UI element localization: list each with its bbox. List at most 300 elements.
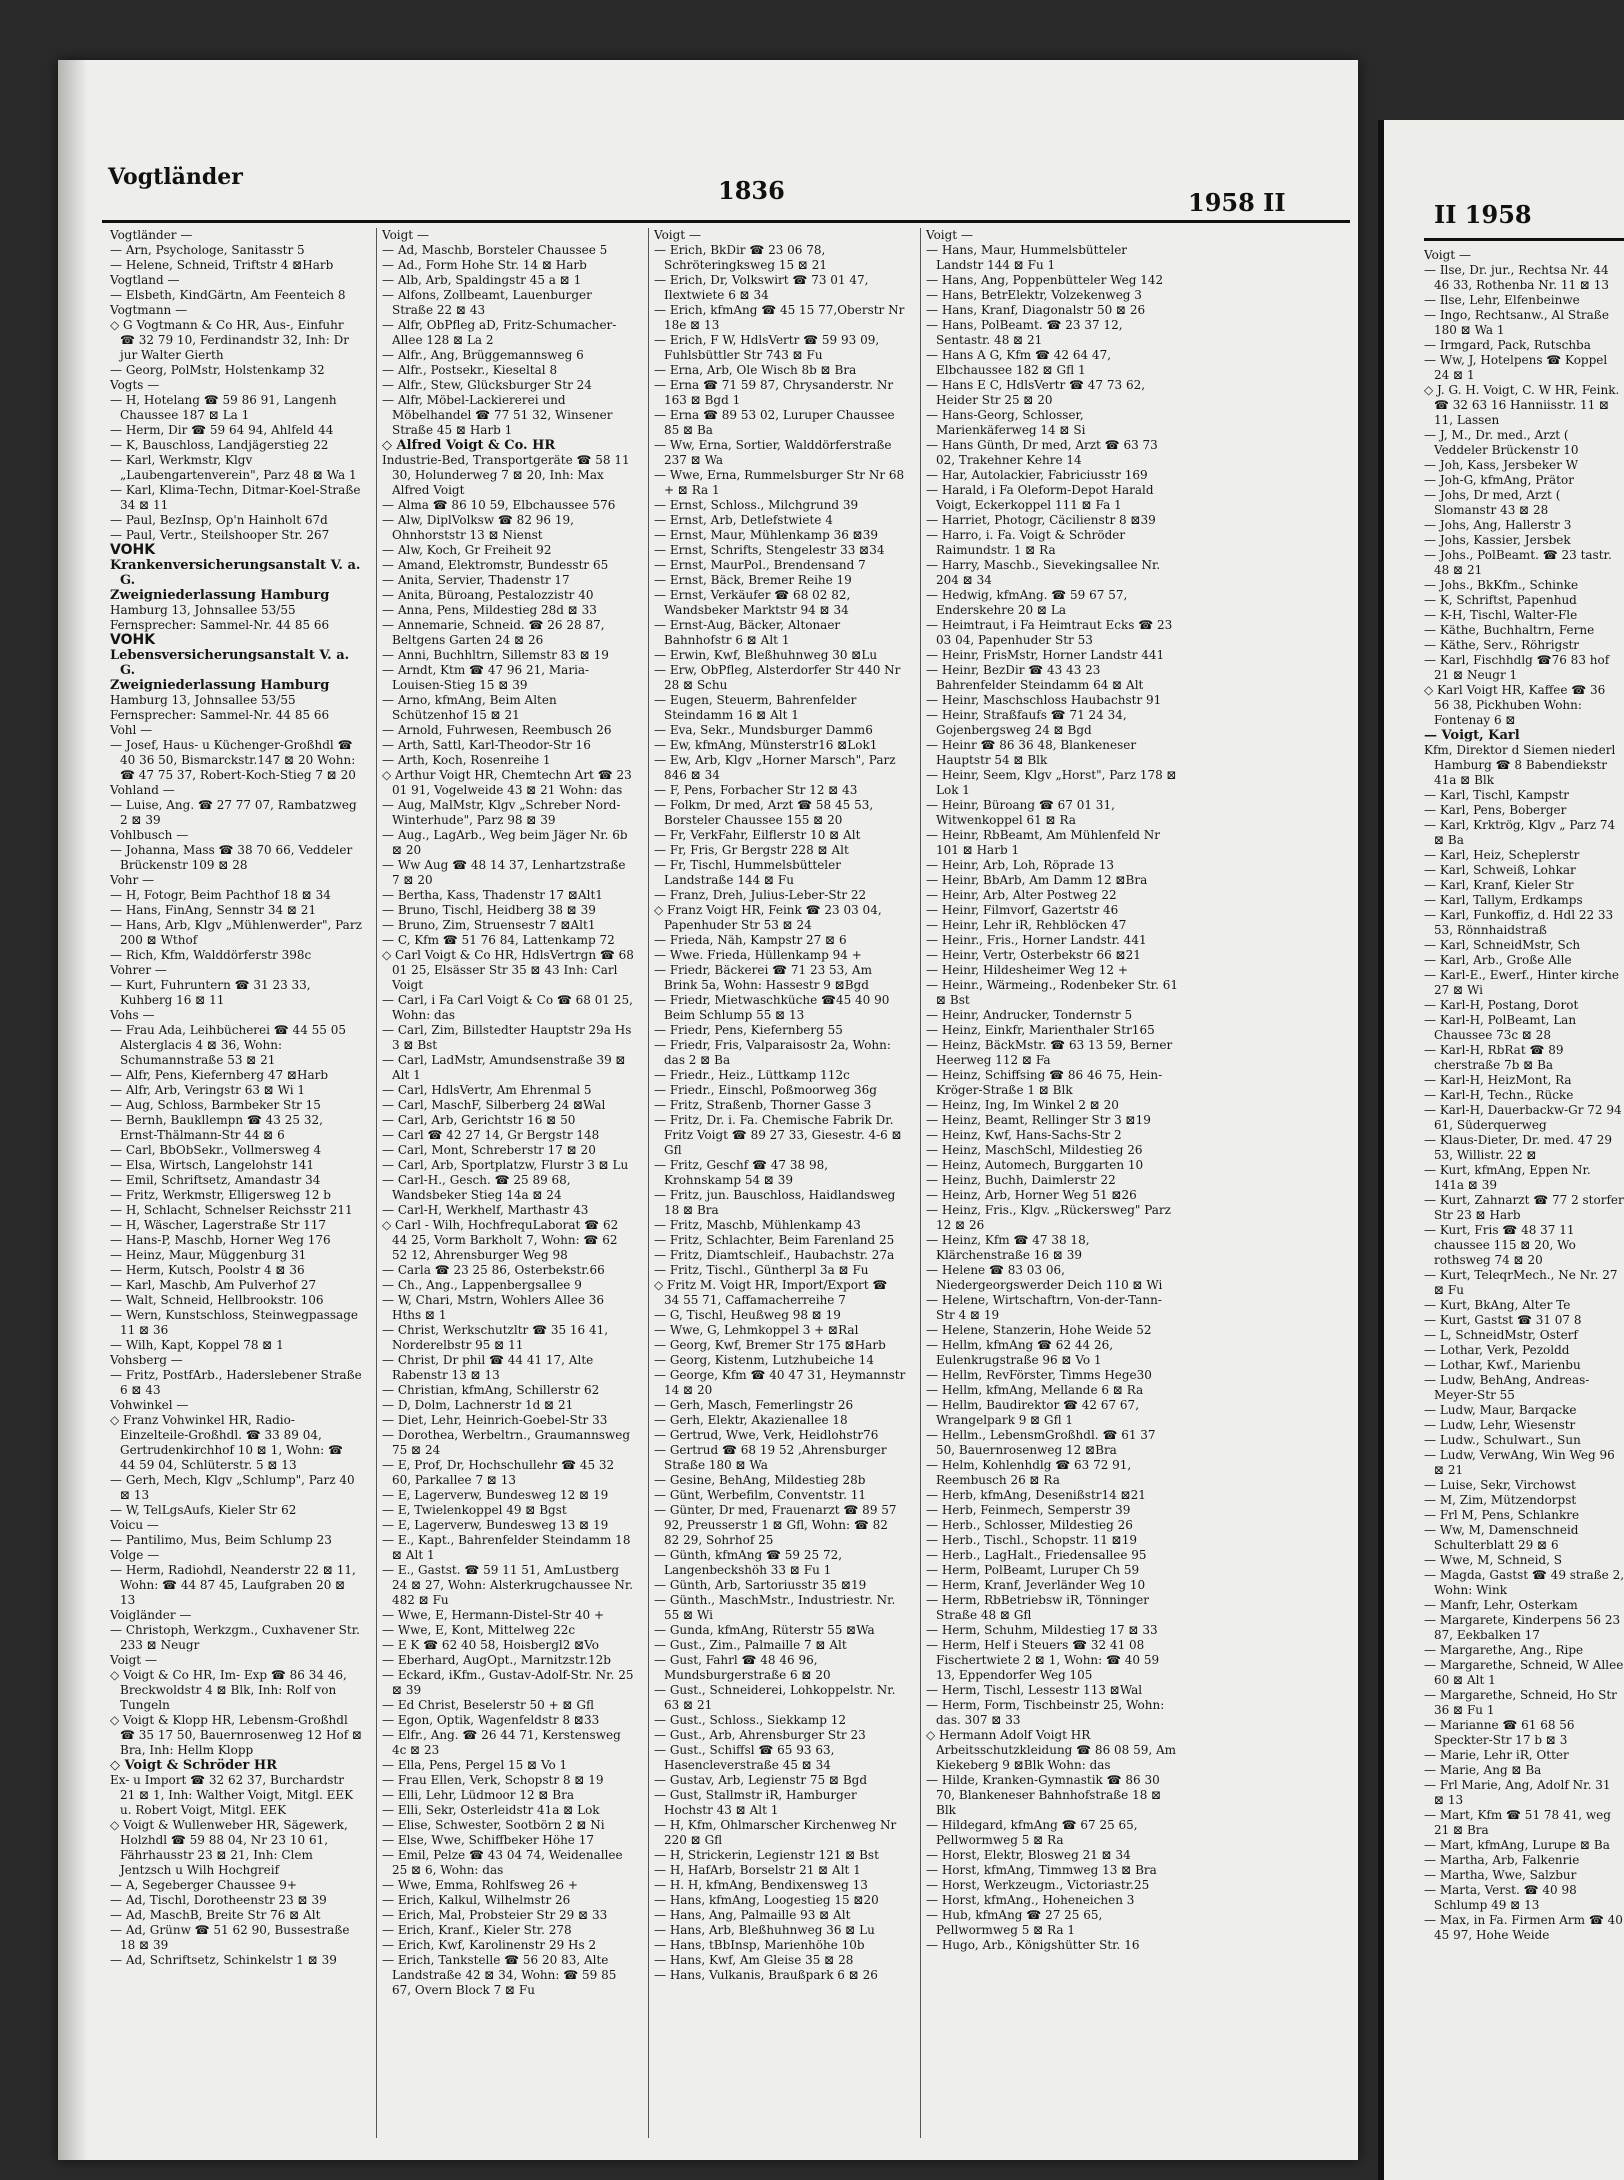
- directory-entry: — Friedr, Fris, Valparaisostr 2a, Wohn: das 2 ⊠ Ba: [654, 1038, 891, 1067]
- directory-entry: — Margarethe, Schneid, Ho Str 36 ⊠ Fu 1: [1424, 1688, 1617, 1717]
- directory-entry: — Heinr ☎ 86 36 48, Blankeneser Hauptstr 54 ⊠ Blk: [926, 738, 1137, 767]
- directory-entry: — Ella, Pens, Pergel 15 ⊠ Vo 1: [382, 1758, 568, 1772]
- column-divider: [920, 228, 921, 2138]
- directory-entry: — Karl-H, Techn., Rücke: [1424, 1088, 1574, 1102]
- directory-entry: ◇ G Vogtmann & Co HR, Aus-, Einfuhr ☎ 32 79 10, Ferdinandstr 32, Inh: Dr jur Walter Gierth: [110, 318, 349, 362]
- directory-entry: — Fr, Fris, Gr Bergstr 228 ⊠ Alt: [654, 843, 849, 857]
- directory-entry: — Fritz, Straßenb, Thorner Gasse 3: [654, 1098, 872, 1112]
- directory-entry: — Hellm, Baudirektor ☎ 42 67 67, Wrangelpark 9 ⊠ Gfl 1: [926, 1398, 1140, 1427]
- directory-entry: — Carl, Mont, Schreberstr 17 ⊠ 20: [382, 1143, 596, 1157]
- directory-entry: — Lothar, Kwf., Marienbu: [1424, 1358, 1581, 1372]
- directory-entry: — Herm, Kranf, Jeverländer Weg 10: [926, 1578, 1146, 1592]
- directory-entry: — Aug, Schloss, Barmbeker Str 15: [110, 1098, 321, 1112]
- directory-entry: — Heinr, Maschschloss Haubachstr 91: [926, 693, 1162, 707]
- directory-entry: ◇ Franz Vohwinkel HR, Radio-Einzelteile-Großhdl. ☎ 33 89 04, Gertrudenkirchhof 10 ⊠ 1, Wohn: ☎ 44 59 04, Schlüterstr. 5 ⊠ 13: [110, 1413, 343, 1472]
- directory-entry: — Karl, Kranf, Kieler Str: [1424, 878, 1574, 892]
- directory-entry: — Luise, Sekr, Virchowst: [1424, 1478, 1576, 1492]
- directory-entry: — Hans-Georg, Schlosser, Marienkäferweg 14 ⊠ Si: [926, 408, 1086, 437]
- directory-entry: — Ad, MaschB, Breite Str 76 ⊠ Alt: [110, 1908, 321, 1922]
- directory-entry: — Karl, Tallym, Erdkamps: [1424, 893, 1583, 907]
- directory-entry: — Ww, Erna, Sortier, Walddörferstraße 237 ⊠ Wa: [654, 438, 892, 467]
- directory-entry: — Karl-E., Ewerf., Hinter kirche 27 ⊠ Wi: [1424, 968, 1619, 997]
- directory-entry: Voigländer —: [110, 1608, 192, 1622]
- directory-entry: — Arno, kfmAng, Beim Alten Schützenhof 15 ⊠ 21: [382, 693, 557, 722]
- directory-entry: — Eva, Sekr., Mundsburger Damm6: [654, 723, 873, 737]
- directory-entry: — Carl, i Fa Carl Voigt & Co ☎ 68 01 25, Wohn: das: [382, 993, 633, 1022]
- directory-entry: — Herm, Helf i Steuers ☎ 32 41 08 Fischertwiete 2 ⊠ 1, Wohn: ☎ 40 59 13, Eppendorfer Weg 105: [926, 1638, 1160, 1682]
- directory-entry: Fernsprecher: Sammel-Nr. 44 85 66: [110, 708, 330, 722]
- section-heading: VOHK: [110, 632, 156, 648]
- directory-entry: — Gerh, Elektr, Akazienallee 18: [654, 1413, 848, 1427]
- bold-entry: ◇ Alfred Voigt & Co. HR: [382, 438, 556, 453]
- directory-entry: Fernsprecher: Sammel-Nr. 44 85 66: [110, 618, 330, 632]
- directory-entry: — Kurt, Zahnarzt ☎ 77 2 storfer Str 23 ⊠ Harb: [1424, 1193, 1624, 1222]
- directory-entry: — G, Tischl, Heußweg 98 ⊠ 19: [654, 1308, 841, 1322]
- directory-entry: — Aug, MalMstr, Klgv „Schreber Nord-Winterhude", Parz 98 ⊠ 39: [382, 798, 621, 827]
- directory-entry: — Magda, Gastst ☎ 49 straße 2, Wohn: Wink: [1424, 1568, 1624, 1597]
- directory-entry: Industrie-Bed, Transportgeräte ☎ 58 11 30, Holunderweg 7 ⊠ 20, Inh: Max Alfred Voigt: [382, 453, 630, 497]
- directory-entry: — Martha, Arb, Falkenrie: [1424, 1853, 1580, 1867]
- directory-entry: — Johs, Dr med, Arzt ( Slomanstr 43 ⊠ 28: [1424, 488, 1561, 517]
- directory-entry: — Arnold, Fuhrwesen, Reembusch 26: [382, 723, 612, 737]
- directory-entry: — Carl ☎ 42 27 14, Gr Bergstr 148: [382, 1128, 600, 1142]
- directory-entry: — Kurt, Fris ☎ 48 37 11 chaussee 115 ⊠ 20, Wo rothsweg 74 ⊠ 20: [1424, 1223, 1576, 1267]
- directory-entry: — Hans, PolBeamt. ☎ 23 37 12, Sentastr. 48 ⊠ 21: [926, 318, 1123, 347]
- directory-entry: — Hans, Arb, Bleßhuhnweg 36 ⊠ Lu: [654, 1923, 875, 1937]
- directory-entry: — Bruno, Tischl, Heidberg 38 ⊠ 39: [382, 903, 596, 917]
- directory-entry: — C, Kfm ☎ 51 76 84, Lattenkamp 72: [382, 933, 615, 947]
- directory-entry: — Hans, kfmAng, Loogestieg 15 ⊠20: [654, 1893, 879, 1907]
- bold-entry: Zweigniederlassung Hamburg: [110, 678, 330, 693]
- directory-entry: — Kurt, BkAng, Alter Te: [1424, 1298, 1571, 1312]
- directory-entry: — H, Schlacht, Schnelser Reichsstr 211: [110, 1203, 353, 1217]
- directory-entry: — Alb, Arb, Spaldingstr 45 a ⊠ 1: [382, 273, 582, 287]
- directory-entry: — Hans, BetrElektr, Volzekenweg 3: [926, 288, 1142, 302]
- directory-entry: — Fritz, jun. Bauschloss, Haidlandsweg 18 ⊠ Bra: [654, 1188, 896, 1217]
- directory-entry: — Herm, RbBetriebsw iR, Tönninger Straße 48 ⊠ Gfl: [926, 1593, 1149, 1622]
- directory-entry: — Herm, Dir ☎ 59 64 94, Ahlfeld 44: [110, 423, 334, 437]
- directory-entry: — Hilde, Kranken-Gymnastik ☎ 86 30 70, Blankeneser Bahnhofstraße 18 ⊠ Blk: [926, 1773, 1162, 1817]
- column-4: [926, 228, 1178, 2153]
- directory-entry: — Hans, Vulkanis, Braußpark 6 ⊠ 26: [654, 1968, 878, 1982]
- directory-entry: — Günth, Arb, Sartoriusstr 35 ⊠19: [654, 1578, 867, 1592]
- directory-entry: — Alfr, Arb, Veringstr 63 ⊠ Wi 1: [110, 1083, 306, 1097]
- directory-entry: — Herm, Radiohdl, Neanderstr 22 ⊠ 11, Wohn: ☎ 44 87 45, Laufgraben 20 ⊠ 13: [110, 1563, 356, 1607]
- directory-entry: — Hans Günth, Dr med, Arzt ☎ 63 73 02, Trakehner Kehre 14: [926, 438, 1158, 467]
- directory-entry: — Ilse, Dr. jur., Rechtsa Nr. 44 46 33, Rothenba Nr. 11 ⊠ 13: [1424, 263, 1610, 292]
- bold-entry: — Voigt, Karl: [1424, 728, 1520, 743]
- directory-entry: — K-H, Tischl, Walter-Fle: [1424, 608, 1578, 622]
- directory-entry: — Herm, Kutsch, Poolstr 4 ⊠ 36: [110, 1263, 305, 1277]
- directory-entry: — Wwe, E, Kont, Mittelweg 22c: [382, 1623, 576, 1637]
- column-divider: [648, 228, 649, 2138]
- directory-entry: — Frau Ada, Leihbücherei ☎ 44 55 05 Alsterglacis 4 ⊠ 36, Wohn: Schumannstraße 53 ⊠ 21: [110, 1023, 346, 1067]
- directory-entry: — Carl, LadMstr, Amundsenstraße 39 ⊠ Alt 1: [382, 1053, 626, 1082]
- directory-entry: — Harald, i Fa Oleform-Depot Harald Voigt, Eckerkoppel 111 ⊠ Fa 1: [926, 483, 1154, 512]
- directory-entry: — Helene ☎ 83 03 06, Niedergeorgswerder Deich 110 ⊠ Wi: [926, 1263, 1163, 1292]
- directory-entry: — Franz, Dreh, Julius-Leber-Str 22: [654, 888, 867, 902]
- directory-entry: — Arth, Sattl, Karl-Theodor-Str 16: [382, 738, 591, 752]
- directory-entry: — Heinr, Filmvorf, Gazertstr 46: [926, 903, 1119, 917]
- header-rule: [102, 220, 1350, 223]
- directory-entry: — Herb, Feinmech, Semperstr 39: [926, 1503, 1131, 1517]
- directory-entry: — Erna ☎ 71 59 87, Chrysanderstr. Nr 163 ⊠ Bgd 1: [654, 378, 894, 407]
- directory-entry: — Eberhard, AugOpt., Marnitzstr.12b: [382, 1653, 611, 1667]
- directory-entry: — Friedr, Mietwaschküche ☎45 40 90 Beim Schlump 55 ⊠ 13: [654, 993, 890, 1022]
- directory-entry: ◇ J. G. H. Voigt, C. W HR, Feink. ☎ 32 63 16 Hanniisstr. 11 ⊠ 11, Lassen: [1424, 383, 1620, 427]
- directory-entry: — Erw, ObPfleg, Alsterdorfer Str 440 Nr 28 ⊠ Schu: [654, 663, 901, 692]
- directory-entry: — Hans, Arb, Klgv „Mühlenwerder", Parz 200 ⊠ Wthof: [110, 918, 362, 947]
- directory-entry: — Manfr, Lehr, Osterkam: [1424, 1598, 1578, 1612]
- directory-entry: — E, Lagerverw, Bundesweg 13 ⊠ 19: [382, 1518, 609, 1532]
- directory-entry: — Hans, Kranf, Diagonalstr 50 ⊠ 26: [926, 303, 1146, 317]
- directory-entry: — Hans, tBbInsp, Marienhöhe 10b: [654, 1938, 865, 1952]
- directory-entry: — Ew, Arb, Klgv „Horner Marsch", Parz 846 ⊠ 34: [654, 753, 896, 782]
- directory-entry: — Hellm, kfmAng, Mellande 6 ⊠ Ra: [926, 1383, 1144, 1397]
- directory-entry: — Carl, BbObSekr., Vollmersweg 4: [110, 1143, 322, 1157]
- directory-entry: — Horst, kfmAng, Timmweg 13 ⊠ Bra: [926, 1863, 1157, 1877]
- directory-entry: — Heimtraut, i Fa Heimtraut Ecks ☎ 23 03 04, Papenhuder Str 53: [926, 618, 1173, 647]
- directory-entry: — Irmgard, Pack, Rutschba: [1424, 338, 1591, 352]
- directory-entry: — Ilse, Lehr, Elfenbeinwe: [1424, 293, 1580, 307]
- directory-entry: — Georg, Kwf, Bremer Str 175 ⊠Harb: [654, 1338, 886, 1352]
- directory-entry: — Johanna, Mass ☎ 38 70 66, Veddeler Brückenstr 109 ⊠ 28: [110, 843, 353, 872]
- directory-entry: — Heinr, Straßfaufs ☎ 71 24 34, Gojenbergsweg 24 ⊠ Bgd: [926, 708, 1127, 737]
- directory-entry: — Heinz, Buchh, Daimlerstr 22: [926, 1173, 1116, 1187]
- adjacent-header-rule: [1424, 238, 1624, 241]
- directory-entry: — E, Lagerverw, Bundesweg 12 ⊠ 19: [382, 1488, 609, 1502]
- directory-entry: ◇ Voigt & Wullenweber HR, Sägewerk, Holzhdl ☎ 59 88 04, Nr 23 10 61, Fährhausstr 23 ⊠ 21, Inh: Clem Jentzsch u Wilh Hochgreif: [110, 1818, 348, 1877]
- directory-entry: — Ad, Maschb, Borsteler Chaussee 5: [382, 243, 608, 257]
- directory-entry: — Erich, Kalkul, Wilhelmstr 26: [382, 1893, 571, 1907]
- directory-entry: Volge —: [110, 1548, 160, 1562]
- directory-entry: — Gerh, Mech, Klgv „Schlump", Parz 40 ⊠ 13: [110, 1473, 355, 1502]
- directory-entry: — Ernst, Bäck, Bremer Reihe 19: [654, 573, 852, 587]
- directory-entry: — Heinz, Schiffsing ☎ 86 46 75, Hein-Kröger-Straße 1 ⊠ Blk: [926, 1068, 1163, 1097]
- directory-entry: — Karl-H, HeizMont, Ra: [1424, 1073, 1572, 1087]
- bold-entry: ◇ Voigt & Schröder HR: [110, 1758, 278, 1773]
- directory-entry: — Wwe, Erna, Rummelsburger Str Nr 68 + ⊠ Ra 1: [654, 468, 905, 497]
- directory-entry: Hamburg 13, Johnsallee 53/55: [110, 603, 296, 617]
- directory-entry: — Ernst, Arb, Detlefstwiete 4: [654, 513, 833, 527]
- directory-entry: — Erich, F W, HdlsVertr ☎ 59 93 09, Fuhlsbüttler Str 743 ⊠ Fu: [654, 333, 880, 362]
- directory-entry: Voigt —: [1424, 248, 1471, 262]
- directory-entry: — Gesine, BehAng, Mildestieg 28b: [654, 1473, 866, 1487]
- section-heading: VOHK: [110, 542, 156, 558]
- directory-entry: — Erich, Dr, Volkswirt ☎ 73 01 47, Ilextwiete 6 ⊠ 34: [654, 273, 869, 302]
- directory-entry: — Annemarie, Schneid. ☎ 26 28 87, Beltgens Garten 24 ⊠ 26: [382, 618, 605, 647]
- directory-entry: — Herm, PolBeamt, Luruper Ch 59: [926, 1563, 1140, 1577]
- directory-entry: — Karl, Klima-Techn, Ditmar-Koel-Straße 34 ⊠ 11: [110, 483, 361, 512]
- directory-entry: — Christ, Werkschutzltr ☎ 35 16 41, Norderelbstr 95 ⊠ 11: [382, 1323, 609, 1352]
- directory-entry: — Alw, Koch, Gr Freiheit 92: [382, 543, 552, 557]
- directory-entry: — Hellm, kfmAng ☎ 62 44 26, Eulenkrugstraße 96 ⊠ Vo 1: [926, 1338, 1114, 1367]
- directory-entry: — Anni, Buchhltrn, Sillemstr 83 ⊠ 19: [382, 648, 609, 662]
- directory-entry: — Erich, kfmAng ☎ 45 15 77,Oberstr Nr 18e ⊠ 13: [654, 303, 905, 332]
- directory-entry: — Hellm., LebensmGroßhdl. ☎ 61 37 50, Bauernrosenweg 12 ⊠Bra: [926, 1428, 1156, 1457]
- directory-entry: — Anita, Servier, Thadenstr 17: [382, 573, 570, 587]
- directory-entry: Vogtmann —: [110, 303, 188, 317]
- column-1: [110, 228, 362, 2153]
- directory-entry: Voigt —: [382, 228, 429, 242]
- directory-entry: — Käthe, Buchhaltrn, Ferne: [1424, 623, 1595, 637]
- directory-entry: — Frl Marie, Ang, Adolf Nr. 31 ⊠ 13: [1424, 1778, 1611, 1807]
- directory-entry: Vohr —: [110, 873, 155, 887]
- directory-entry: — Heinz, Arb, Horner Weg 51 ⊠26: [926, 1188, 1137, 1202]
- page-binding-shadow: [58, 60, 88, 2160]
- directory-entry: — Dorothea, Werbeltrn., Graumannsweg 75 ⊠ 24: [382, 1428, 631, 1457]
- directory-entry: — Bertha, Kass, Thadenstr 17 ⊠Alt1: [382, 888, 603, 902]
- directory-entry: — Ludw, Maur, Barqacke: [1424, 1403, 1577, 1417]
- directory-entry: — K, Bauschloss, Landjägerstieg 22: [110, 438, 329, 452]
- directory-entry: — Fritz, Schlachter, Beim Farenland 25: [654, 1233, 895, 1247]
- directory-entry: — Erna ☎ 89 53 02, Luruper Chaussee 85 ⊠ Ba: [654, 408, 895, 437]
- directory-entry: — Egon, Optik, Wagenfeldstr 8 ⊠33: [382, 1713, 600, 1727]
- directory-entry: — Alfr, Möbel-Lackiererei und Möbelhandel ☎ 77 51 32, Winsener Straße 45 ⊠ Harb 1: [382, 393, 613, 437]
- directory-entry: — Folkm, Dr med, Arzt ☎ 58 45 53, Borsteler Chaussee 155 ⊠ 20: [654, 798, 874, 827]
- directory-entry: — Carla ☎ 23 25 86, Osterbekstr.66: [382, 1263, 605, 1277]
- directory-entry: — Gust., Arb, Ahrensburger Str 23: [654, 1728, 866, 1742]
- directory-entry: — L, SchneidMstr, Osterf: [1424, 1328, 1578, 1342]
- directory-entry: — Rich, Kfm, Walddörferstr 398c: [110, 948, 312, 962]
- directory-entry: — Ww Aug ☎ 48 14 37, Lenhartzstraße 7 ⊠ 20: [382, 858, 626, 887]
- directory-entry: — Eugen, Steuerm, Bahrenfelder Steindamm 16 ⊠ Alt 1: [654, 693, 857, 722]
- directory-entry: — Gunda, kfmAng, Rüterstr 55 ⊠Wa: [654, 1623, 875, 1637]
- directory-entry: — Karl-H, RbRat ☎ 89 cherstraße 7b ⊠ Ba: [1424, 1043, 1564, 1072]
- directory-entry: — Karl, Heiz, Scheplerstr: [1424, 848, 1580, 862]
- directory-entry: — Fritz, Geschf ☎ 47 38 98, Krohnskamp 54 ⊠ 39: [654, 1158, 829, 1187]
- directory-entry: — Ad., Form Hohe Str. 14 ⊠ Harb: [382, 258, 587, 272]
- directory-entry: — E, Prof, Dr, Hochschullehr ☎ 45 32 60, Parkallee 7 ⊠ 13: [382, 1458, 615, 1487]
- directory-entry: — Günt, Werbefilm, Conventstr. 11: [654, 1488, 866, 1502]
- directory-entry: — Fr, VerkFahr, Eilflerstr 10 ⊠ Alt: [654, 828, 861, 842]
- directory-entry: — Ad, Tischl, Dorotheenstr 23 ⊠ 39: [110, 1893, 327, 1907]
- directory-entry: — Carl, Arb, Sportplatzw, Flurstr 3 ⊠ Lu: [382, 1158, 629, 1172]
- directory-entry: — Carl-H., Gesch. ☎ 25 89 68, Wandsbeker Stieg 14a ⊠ 24: [382, 1173, 571, 1202]
- directory-entry: — Arn, Psychologe, Sanitasstr 5: [110, 243, 305, 257]
- directory-entry: — Kurt, Gastst ☎ 31 07 8: [1424, 1313, 1582, 1327]
- directory-entry: Vogtland —: [110, 273, 180, 287]
- directory-entry: — Fritz, Maschb, Mühlenkamp 43: [654, 1218, 861, 1232]
- directory-entry: — Karl-H, Postang, Dorot: [1424, 998, 1579, 1012]
- directory-entry: — Heinz, BäckMstr. ☎ 63 13 59, Berner Heerweg 112 ⊠ Fa: [926, 1038, 1173, 1067]
- directory-entry: — Carl, Arb, Gerichtstr 16 ⊠ 50: [382, 1113, 576, 1127]
- directory-entry: — W, TelLgsAufs, Kieler Str 62: [110, 1503, 297, 1517]
- directory-entry: — Alfr., Ang, Brüggemannsweg 6: [382, 348, 584, 362]
- directory-entry: Vohlbusch —: [110, 828, 189, 842]
- directory-entry: — Georg, PolMstr, Holstenkamp 32: [110, 363, 325, 377]
- directory-entry: — K, Schriftst, Papenhud: [1424, 593, 1577, 607]
- directory-entry: — H, HafArb, Borselstr 21 ⊠ Alt 1: [654, 1863, 861, 1877]
- directory-entry: — Karl, Krktrög, Klgv „ Parz 74 ⊠ Ba: [1424, 818, 1616, 847]
- directory-entry: — Fritz, Diamtschleif., Haubachstr. 27a: [654, 1248, 895, 1262]
- directory-entry: — Wilh, Kapt, Koppel 78 ⊠ 1: [110, 1338, 284, 1352]
- directory-entry: — Horst, Werkzeugm., Victoriastr.25: [926, 1878, 1150, 1892]
- directory-entry: — Kurt, TeleqrMech., Ne Nr. 27 ⊠ Fu: [1424, 1268, 1618, 1297]
- column-3: [654, 228, 906, 2153]
- directory-entry: — Kurt, kfmAng, Eppen Nr. 141a ⊠ 39: [1424, 1163, 1591, 1192]
- directory-entry: — Alw, DiplVolksw ☎ 82 96 19, Ohnhorststr 13 ⊠ Nienst: [382, 513, 574, 542]
- adjacent-page: [1378, 120, 1624, 2180]
- directory-entry: — Elsbeth, KindGärtn, Am Feenteich 8: [110, 288, 346, 302]
- directory-entry: — Lothar, Verk, Pezoldd: [1424, 1343, 1570, 1357]
- directory-entry: — Günth., MaschMstr., Industriestr. Nr. 55 ⊠ Wi: [654, 1593, 896, 1622]
- directory-entry: — Herb, kfmAng, Desenißstr14 ⊠21: [926, 1488, 1146, 1502]
- directory-entry: — Margarethe, Schneid, W Allee 60 ⊠ Alt 1: [1424, 1658, 1624, 1687]
- directory-entry: — George, Kfm ☎ 40 47 31, Heymannstr 14 ⊠ 20: [654, 1368, 906, 1397]
- directory-entry: Vohsberg —: [110, 1353, 183, 1367]
- directory-entry: — Herm, Schuhm, Mildestieg 17 ⊠ 33: [926, 1623, 1158, 1637]
- directory-entry: — Heinz, Kwf, Hans-Sachs-Str 2: [926, 1128, 1122, 1142]
- directory-entry: — E K ☎ 62 40 58, Hoisbergl2 ⊠Vo: [382, 1638, 600, 1652]
- directory-entry: Voigt —: [110, 1653, 157, 1667]
- directory-entry: — H. H, kfmAng, Bendixensweg 13: [654, 1878, 868, 1892]
- directory-entry: — Alfr, Pens, Kiefernberg 47 ⊠Harb: [110, 1068, 329, 1082]
- directory-entry: ◇ Arthur Voigt HR, Chemtechn Art ☎ 23 01 91, Vogelweide 43 ⊠ 21 Wohn: das: [382, 768, 632, 797]
- directory-entry: Ex- u Import ☎ 32 62 37, Burchardstr 21 ⊠ 1, Inh: Walther Voigt, Mitgl. EEK u. Robert Voigt, Mitgl. EEK: [110, 1773, 354, 1817]
- directory-entry: ◇ Hermann Adolf Voigt HR Arbeitsschutzkleidung ☎ 86 08 59, Am Kiekeberg 9 ⊠Blk Wohn: das: [926, 1728, 1177, 1772]
- directory-entry: — Ernst, Verkäufer ☎ 68 02 82, Wandsbeker Marktstr 94 ⊠ 34: [654, 588, 851, 617]
- directory-entry: — E, Twielenkoppel 49 ⊠ Bgst: [382, 1503, 567, 1517]
- directory-entry: — Gertrud ☎ 68 19 52 ,Ahrensburger Straße 180 ⊠ Wa: [654, 1443, 887, 1472]
- directory-entry: — Heinr, Seem, Klgv „Horst", Parz 178 ⊠ Lok 1: [926, 768, 1177, 797]
- directory-entry: — Karl, Arb., Große Alle: [1424, 953, 1572, 967]
- directory-entry: — Karl, Tischl, Kampstr: [1424, 788, 1569, 802]
- directory-entry: — Heinr, Arb, Alter Postweg 22: [926, 888, 1117, 902]
- directory-entry: — Herm, Form, Tischbeinstr 25, Wohn: das. 307 ⊠ 33: [926, 1698, 1165, 1727]
- directory-entry: — Karl-H, PolBeamt, Lan Chaussee 73c ⊠ 28: [1424, 1013, 1577, 1042]
- directory-entry: — Elsa, Wirtsch, Langelohstr 141: [110, 1158, 314, 1172]
- directory-entry: — Gust., Zim., Palmaille 7 ⊠ Alt: [654, 1638, 847, 1652]
- directory-entry: ◇ Karl Voigt HR, Kaffee ☎ 36 56 38, Pickhuben Wohn: Fontenay 6 ⊠: [1424, 683, 1606, 727]
- directory-entry: — Gust, Stallmstr iR, Hamburger Hochstr 43 ⊠ Alt 1: [654, 1788, 857, 1817]
- bold-entry: Lebensversicherungsanstalt V. a. G.: [110, 648, 350, 678]
- directory-entry: Kfm, Direktor d Siemen niederl Hamburg ☎ 8 Babendiekstr 41a ⊠ Blk: [1424, 743, 1616, 787]
- directory-entry: — Heinr, Büroang ☎ 67 01 31, Witwenkoppel 61 ⊠ Ra: [926, 798, 1115, 827]
- directory-entry: — Heinz, Beamt, Rellinger Str 3 ⊠19: [926, 1113, 1151, 1127]
- directory-entry: Vohwinkel —: [110, 1398, 189, 1412]
- directory-entry: — Max, in Fa. Firmen Arm ☎ 40 45 97, Hohe Weide: [1424, 1913, 1623, 1942]
- directory-entry: — Alfr., Stew, Glücksburger Str 24: [382, 378, 592, 392]
- directory-entry: — Heinr, FrisMstr, Horner Landstr 441: [926, 648, 1165, 662]
- directory-entry: — Heinr, Hildesheimer Weg 12 +: [926, 963, 1128, 977]
- directory-entry: — Marta, Verst. ☎ 40 98 Schlump 49 ⊠ 13: [1424, 1883, 1577, 1912]
- column-2: [382, 228, 634, 2153]
- directory-entry: — Ad, Grünw ☎ 51 62 90, Bussestraße 18 ⊠ 39: [110, 1923, 350, 1952]
- directory-page: [58, 60, 1358, 2160]
- directory-entry: — Heinz, Automech, Burggarten 10: [926, 1158, 1144, 1172]
- directory-entry: — Elise, Schwester, Sootbörn 2 ⊠ Ni: [382, 1818, 605, 1832]
- directory-entry: — Karl, Funkoffiz, d. Hdl 22 33 53, Rönnhaidstraß: [1424, 908, 1614, 937]
- directory-entry: — Harry, Maschb., Sievekingsallee Nr. 204 ⊠ 34: [926, 558, 1161, 587]
- directory-entry: ◇ Franz Voigt HR, Feink ☎ 23 03 04, Papenhuder Str 53 ⊠ 24: [654, 903, 882, 932]
- directory-entry: — Wwe, Emma, Rohlfsweg 26 +: [382, 1878, 578, 1892]
- directory-entry: — Heinr, Arb, Loh, Röprade 13: [926, 858, 1114, 872]
- directory-entry: — Walt, Schneid, Hellbrookstr. 106: [110, 1293, 324, 1307]
- directory-entry: — Hedwig, kfmAng. ☎ 59 67 57, Enderskehre 20 ⊠ La: [926, 588, 1128, 617]
- running-head-right: 1958 II: [1188, 188, 1286, 217]
- directory-entry: Voicu —: [110, 1518, 159, 1532]
- directory-entry: — Ludw., Schulwart., Sun: [1424, 1433, 1581, 1447]
- directory-entry: — Wwe, E, Hermann-Distel-Str 40 +: [382, 1608, 605, 1622]
- directory-entry: ◇ Carl - Wilh, HochfrequLaborat ☎ 62 44 25, Vorm Barkholt 7, Wohn: ☎ 62 52 12, Ahrensburger Weg 98: [382, 1218, 619, 1262]
- directory-entry: — Heinr, Vertr, Osterbekstr 66 ⊠21: [926, 948, 1141, 962]
- directory-entry: — H, Strickerin, Legienstr 121 ⊠ Bst: [654, 1848, 879, 1862]
- directory-entry: Vogtländer —: [110, 228, 193, 242]
- directory-entry: — Frl M, Pens, Schlankre: [1424, 1508, 1580, 1522]
- directory-entry: — Gust, Fahrl ☎ 48 46 96, Mundsburgerstraße 6 ⊠ 20: [654, 1653, 831, 1682]
- directory-entry: — H, Kfm, Ohlmarscher Kirchenweg Nr 220 ⊠ Gfl: [654, 1818, 897, 1847]
- directory-entry: — Harro, i. Fa. Voigt & Schröder Raimundstr. 1 ⊠ Ra: [926, 528, 1126, 557]
- directory-entry: — Erich, Kranf., Kieler Str. 278: [382, 1923, 572, 1937]
- directory-entry: — Paul, Vertr., Steilshooper Str. 267: [110, 528, 330, 542]
- directory-entry: — Arndt, Ktm ☎ 47 96 21, Maria-Louisen-Stieg 15 ⊠ 39: [382, 663, 590, 692]
- directory-entry: — Fritz, Dr. i. Fa. Chemische Fabrik Dr. Fritz Voigt ☎ 89 27 33, Giesestr. 4-6 ⊠ Gfl: [654, 1113, 902, 1157]
- directory-entry: — Harriet, Photogr, Cäcilienstr 8 ⊠39: [926, 513, 1156, 527]
- directory-entry: — Erich, Tankstelle ☎ 56 20 83, Alte Landstraße 42 ⊠ 34, Wohn: ☎ 59 85 67, Overn Block 7 ⊠ Fu: [382, 1953, 617, 1997]
- directory-entry: — Heinr, Andrucker, Tondernstr 5: [926, 1008, 1133, 1022]
- directory-entry: — M, Zim, Mützendorpst: [1424, 1493, 1577, 1507]
- adjacent-column: [1424, 248, 1624, 2168]
- running-head-left: Vogtländer: [108, 164, 243, 190]
- directory-entry: — Hans, Ang, Poppenbütteler Weg 142: [926, 273, 1164, 287]
- directory-entry: — Karl, Werkmstr, Klgv „Laubengartenverein", Parz 48 ⊠ Wa 1: [110, 453, 357, 482]
- directory-entry: — Heinr, RbBeamt, Am Mühlenfeld Nr 101 ⊠ Harb 1: [926, 828, 1160, 857]
- directory-entry: — Alma ☎ 86 10 59, Elbchaussee 576: [382, 498, 616, 512]
- directory-entry: — Friedr., Einschl, Poßmoorweg 36g: [654, 1083, 877, 1097]
- directory-entry: — Karl, Pens, Boberger: [1424, 803, 1567, 817]
- directory-entry: — Hans, FinAng, Sennstr 34 ⊠ 21: [110, 903, 317, 917]
- directory-entry: — Bruno, Zim, Struensestr 7 ⊠Alt1: [382, 918, 596, 932]
- directory-entry: Vohs —: [110, 1008, 155, 1022]
- directory-entry: — Ew, kfmAng, Münsterstr16 ⊠Lok1: [654, 738, 878, 752]
- directory-entry: — Karl, Maschb, Am Pulverhof 27: [110, 1278, 317, 1292]
- directory-entry: — Christ, Dr phil ☎ 44 41 17, Alte Rabenstr 13 ⊠ 13: [382, 1353, 594, 1382]
- directory-entry: — Wwe, M, Schneid, S: [1424, 1553, 1562, 1567]
- directory-entry: — Ww, J, Hotelpens ☎ Koppel 24 ⊠ 1: [1424, 353, 1608, 382]
- directory-entry: — Heinr., Wärmeing., Rodenbeker Str. 61 ⊠ Bst: [926, 978, 1178, 1007]
- directory-entry: — Johs, Kassier, Jersbek: [1424, 533, 1571, 547]
- directory-entry: — Gerh, Masch, Femerlingstr 26: [654, 1398, 854, 1412]
- directory-entry: — Mart, Kfm ☎ 51 78 41, weg 21 ⊠ Bra: [1424, 1808, 1611, 1837]
- directory-entry: — Horst, kfmAng., Hoheneichen 3: [926, 1893, 1135, 1907]
- directory-entry: ◇ Voigt & Co HR, Im- Exp ☎ 86 34 46, Breckwoldstr 4 ⊠ Blk, Inh: Rolf von Tungeln: [110, 1668, 347, 1712]
- directory-entry: — Fritz, PostfArb., Haderslebener Straße 6 ⊠ 43: [110, 1368, 362, 1397]
- directory-entry: — Helene, Schneid, Triftstr 4 ⊠Harb: [110, 258, 334, 272]
- directory-entry: — Carl-H, Werkhelf, Marthastr 43: [382, 1203, 589, 1217]
- adjacent-running-head: II 1958: [1434, 200, 1532, 229]
- directory-entry: — Frau Ellen, Verk, Schopstr 8 ⊠ 19: [382, 1773, 604, 1787]
- directory-entry: — Ed Christ, Beselerstr 50 + ⊠ Gfl: [382, 1698, 594, 1712]
- directory-entry: — Karl-H, Dauerbackw-Gr 72 94 61, Süderquerweg: [1424, 1103, 1622, 1132]
- directory-entry: — E., Kapt., Bahrenfelder Steindamm 18 ⊠ Alt 1: [382, 1533, 631, 1562]
- directory-entry: — Emil, Pelze ☎ 43 04 74, Weidenallee 25 ⊠ 6, Wohn: das: [382, 1848, 623, 1877]
- directory-entry: — Klaus-Dieter, Dr. med. 47 29 53, Willistr. 22 ⊠: [1424, 1133, 1613, 1162]
- directory-entry: Voigt —: [926, 228, 973, 242]
- directory-entry: — Alfr., Postsekr., Kieseltal 8: [382, 363, 558, 377]
- directory-entry: — Fritz, Tischl., Güntherpl 3a ⊠ Fu: [654, 1263, 869, 1277]
- directory-entry: — Margarete, Kinderpens 56 23 87, Eekbalken 17: [1424, 1613, 1621, 1642]
- directory-entry: — Josef, Haus- u Küchenger-Großhdl ☎ 40 36 50, Bismarckstr.147 ⊠ 20 Wohn: ☎ 47 75 37, Robert-Koch-Stieg 7 ⊠ 20: [110, 738, 356, 782]
- directory-entry: — J, M., Dr. med., Arzt ( Veddeler Brückenstr 10: [1424, 428, 1579, 457]
- directory-entry: — Ch., Ang., Lappenbergsallee 9: [382, 1278, 582, 1292]
- directory-entry: — Ad, Schriftsetz, Schinkelstr 1 ⊠ 39: [110, 1953, 337, 1967]
- directory-entry: — Johs., PolBeamt. ☎ 23 tastr. 48 ⊠ 21: [1424, 548, 1612, 577]
- directory-entry: — Hub, kfmAng ☎ 27 25 65, Pellwormweg 5 ⊠ Ra 1: [926, 1908, 1103, 1937]
- directory-entry: — Heinz, Ing, Im Winkel 2 ⊠ 20: [926, 1098, 1119, 1112]
- directory-entry: — Gertrud, Wwe, Verk, Heidlohstr76: [654, 1428, 879, 1442]
- directory-entry: — Alfons, Zollbeamt, Lauenburger Straße 22 ⊠ 43: [382, 288, 592, 317]
